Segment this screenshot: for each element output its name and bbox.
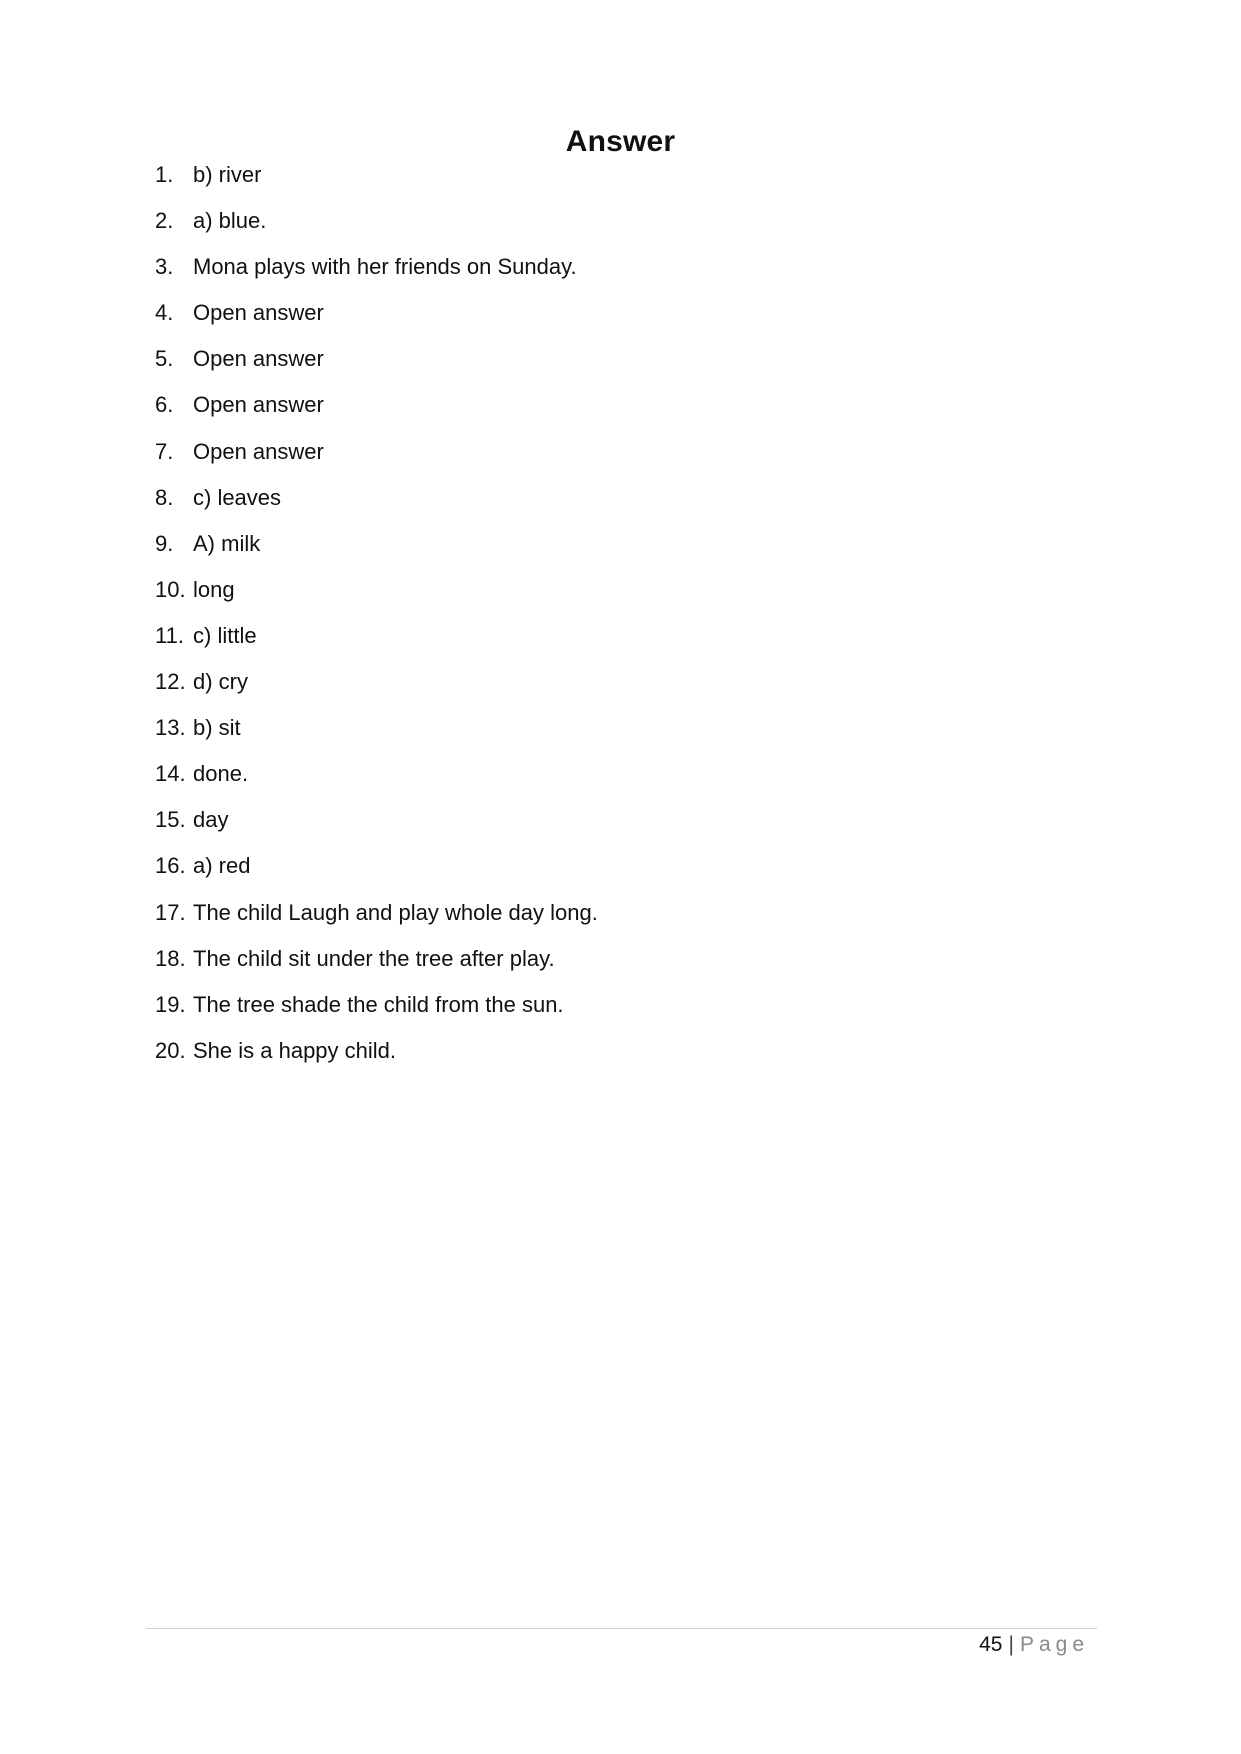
answer-text: c) little xyxy=(193,622,257,648)
answer-number: 1. xyxy=(155,162,174,187)
answer-number: 13. xyxy=(155,715,186,741)
answer-number: 20. xyxy=(155,1037,186,1063)
footer-divider xyxy=(146,1628,1097,1629)
answer-list xyxy=(155,162,598,1084)
answer-text: A) milk xyxy=(193,530,261,556)
list-item xyxy=(155,346,598,392)
list-item xyxy=(155,623,598,669)
list-item xyxy=(155,208,598,254)
answer-number: 2. xyxy=(155,208,174,234)
answer-number: 15. xyxy=(155,807,186,833)
answer-number: 19. xyxy=(155,991,186,1017)
answer-number: 5. xyxy=(155,346,174,372)
answer-text: d) cry xyxy=(193,669,248,695)
answer-text: done. xyxy=(193,761,249,787)
list-item xyxy=(155,992,598,1038)
list-item xyxy=(155,807,598,853)
footer-page-label: Page xyxy=(1019,1633,1089,1656)
answer-number: 4. xyxy=(155,300,174,326)
answer-text: The tree shade the child from the sun. xyxy=(193,991,564,1017)
answer-text: a) blue. xyxy=(193,208,267,234)
answer-number: 18. xyxy=(155,945,186,971)
answer-number: 8. xyxy=(155,484,174,510)
list-item xyxy=(155,853,598,899)
answer-text: b) river xyxy=(193,162,262,187)
list-item xyxy=(155,761,598,807)
list-item xyxy=(155,900,598,946)
answer-text: The child sit under the tree after play. xyxy=(193,945,555,971)
list-item xyxy=(155,392,598,438)
list-item xyxy=(155,439,598,485)
answer-text: The child Laugh and play whole day long. xyxy=(193,899,598,925)
answer-number: 10. xyxy=(155,576,186,602)
answer-text: a) red xyxy=(193,853,251,879)
list-item xyxy=(155,300,598,346)
answer-number: 3. xyxy=(155,254,174,280)
answer-text: day xyxy=(193,807,229,833)
answer-number: 9. xyxy=(155,530,174,556)
page-footer xyxy=(979,1630,1089,1660)
answer-text: b) sit xyxy=(193,715,241,741)
answer-number: 6. xyxy=(155,392,174,418)
page-title: Answer xyxy=(565,125,676,159)
footer-separator: | xyxy=(1008,1633,1014,1656)
answer-text: Open answer xyxy=(193,300,324,326)
list-item xyxy=(155,715,598,761)
answer-text: Open answer xyxy=(193,392,324,418)
answer-number: 14. xyxy=(155,761,186,787)
list-item xyxy=(155,485,598,531)
answer-number: 16. xyxy=(155,853,186,879)
answer-number: 12. xyxy=(155,669,186,695)
page-number: 45 xyxy=(979,1633,1003,1656)
answer-text: c) leaves xyxy=(193,484,282,510)
list-item xyxy=(155,254,598,300)
answer-number: 17. xyxy=(155,899,186,925)
list-item xyxy=(155,577,598,623)
list-item xyxy=(155,1038,598,1084)
answer-number: 11. xyxy=(155,622,184,648)
list-item xyxy=(155,531,598,577)
list-item xyxy=(155,669,598,715)
answer-text: Open answer xyxy=(193,438,324,464)
answer-text: Mona plays with her friends on Sunday. xyxy=(193,254,577,280)
list-item xyxy=(155,946,598,992)
answer-text: She is a happy child. xyxy=(193,1037,397,1063)
answer-text: Open answer xyxy=(193,346,324,372)
answer-text: long xyxy=(193,576,235,602)
answer-number: 7. xyxy=(155,438,174,464)
list-item xyxy=(155,162,598,208)
